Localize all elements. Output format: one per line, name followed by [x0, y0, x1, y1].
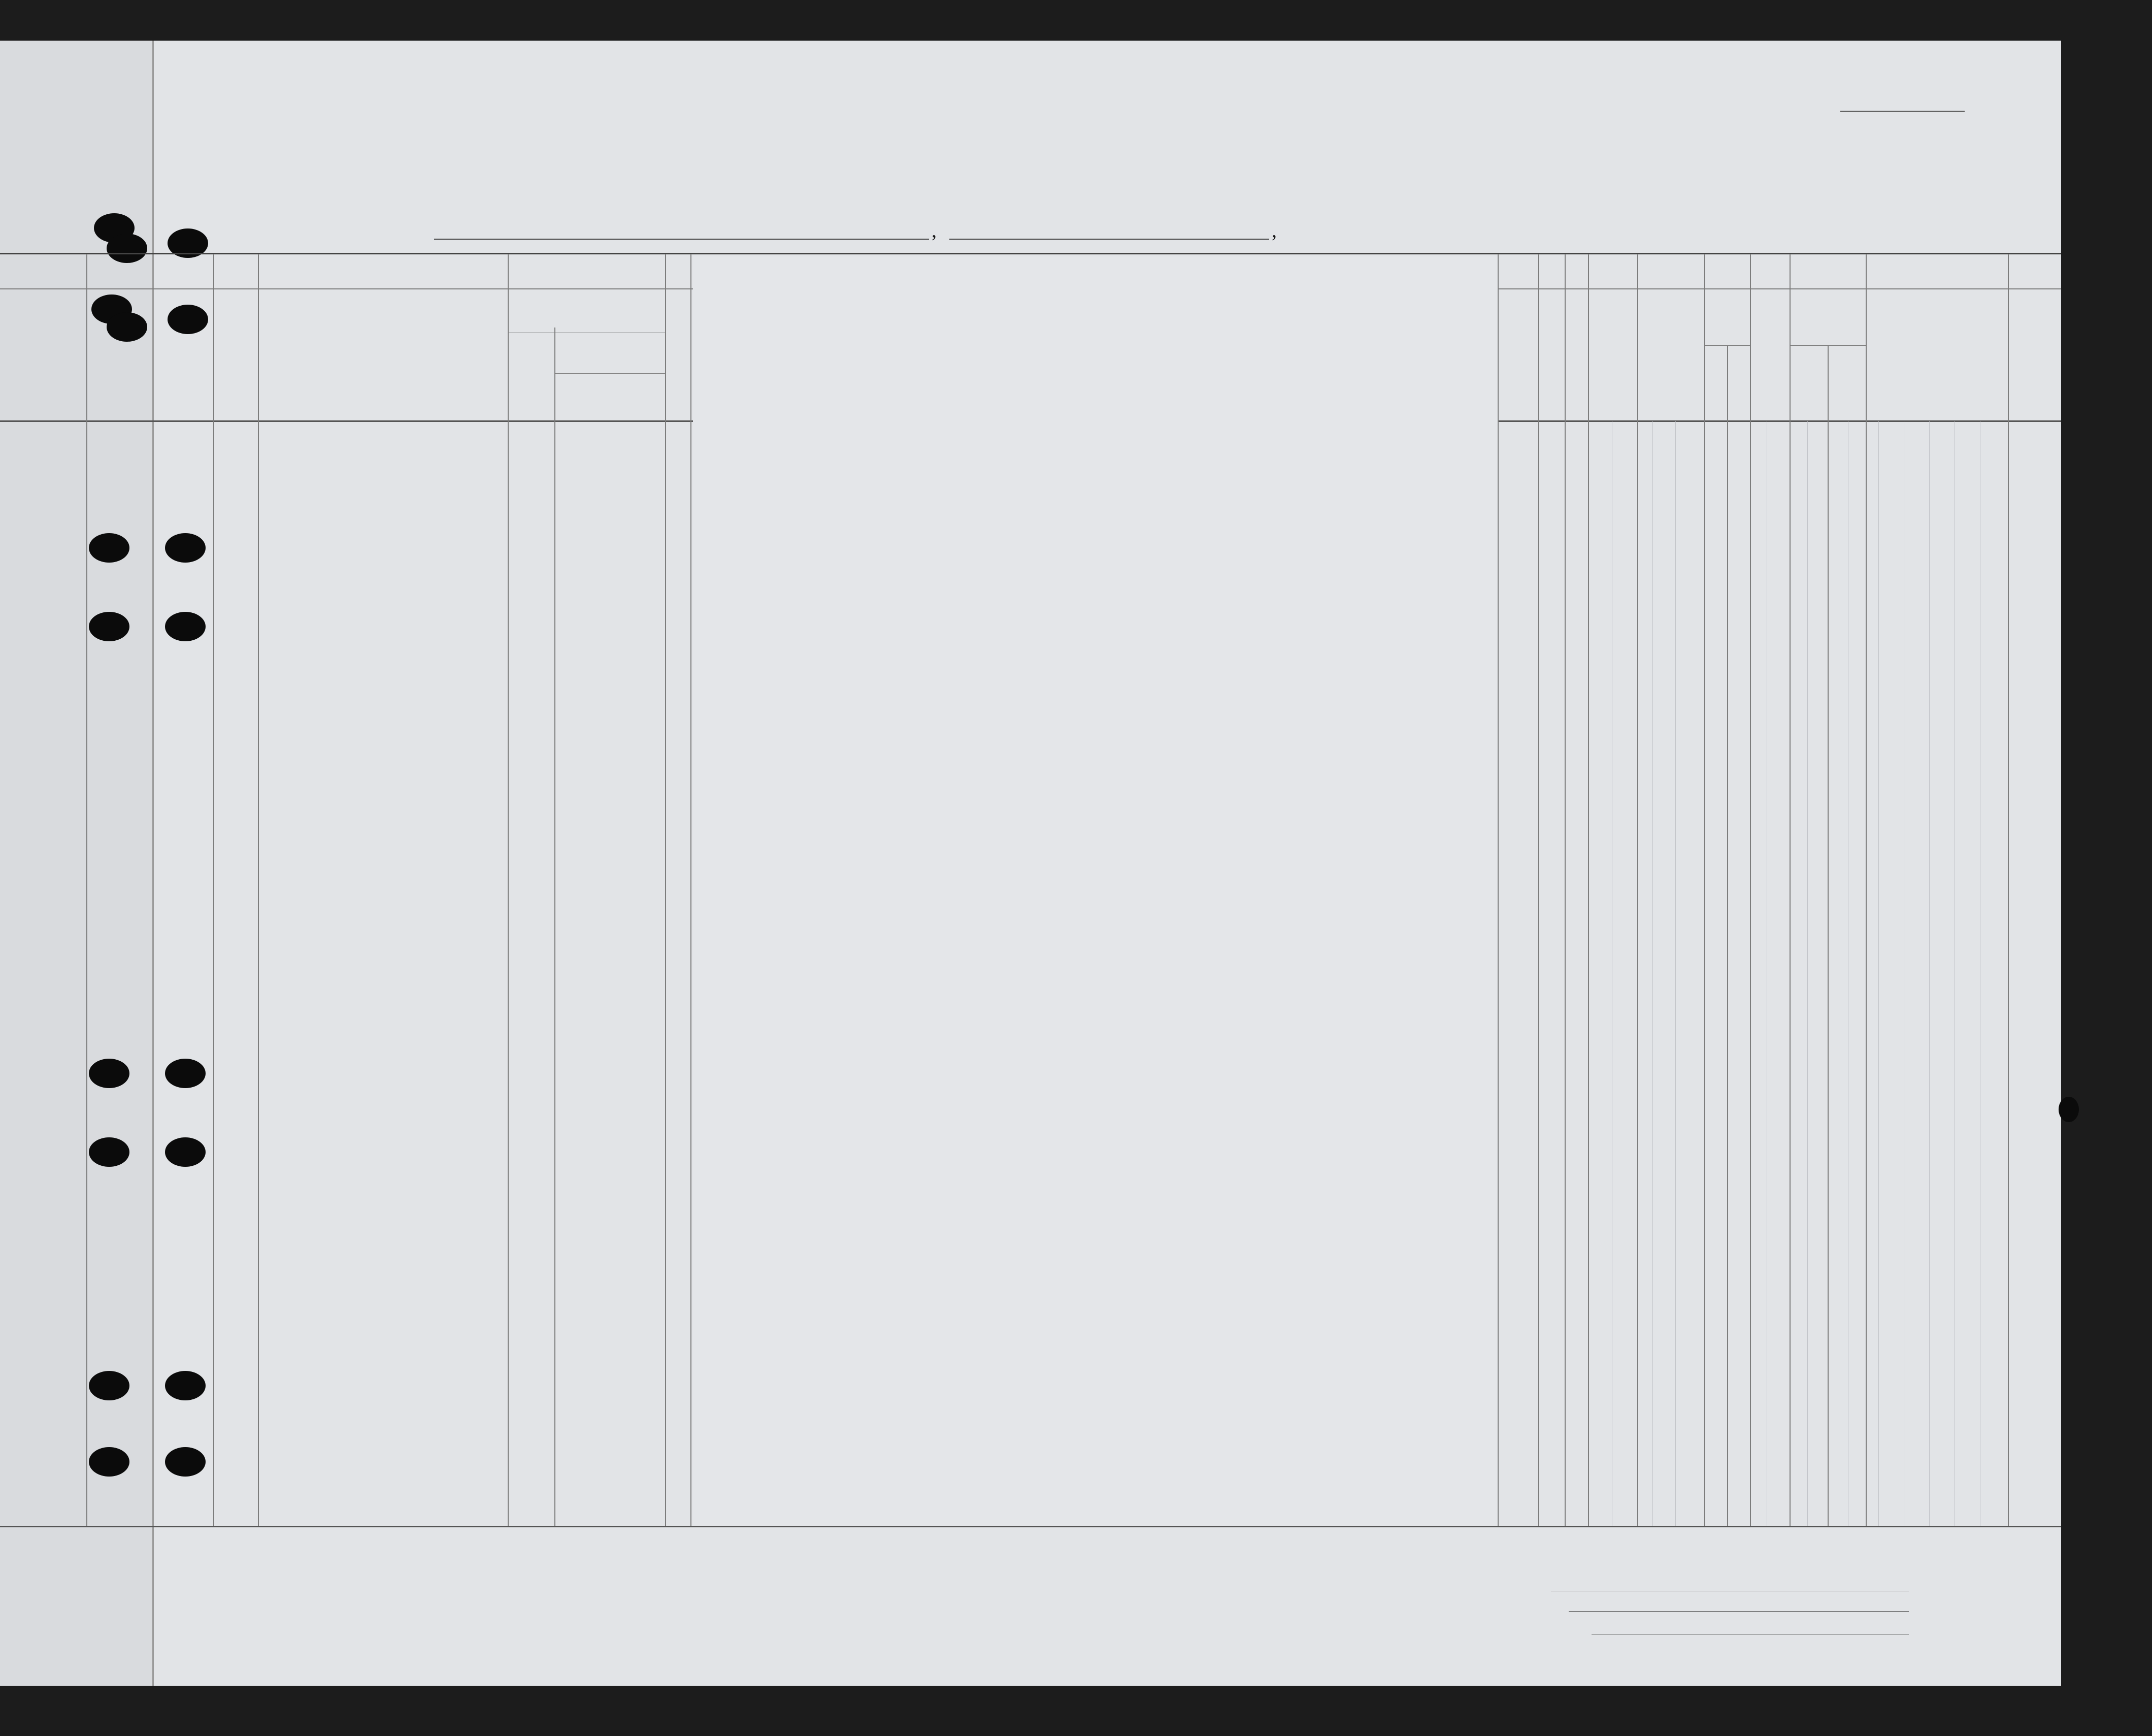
declaration-overlay [693, 256, 1498, 1526]
punch-hole [165, 1447, 206, 1477]
date-underline [949, 239, 1269, 240]
punch-hole [165, 1059, 206, 1088]
punch-hole [2059, 1097, 2079, 1122]
punch-hole [165, 612, 206, 641]
list-line [1840, 111, 1965, 112]
table-bottom-rule [0, 1526, 2061, 1527]
comma: , [932, 219, 937, 242]
punch-hole [89, 612, 129, 641]
punch-hole [168, 305, 208, 334]
punch-hole [165, 533, 206, 563]
table-top-rule [0, 253, 2061, 254]
punch-hole [165, 1371, 206, 1400]
port-underline [434, 239, 929, 240]
punch-hole [107, 312, 147, 342]
left-page-strip [0, 41, 154, 1686]
punch-hole [89, 1137, 129, 1167]
punch-hole [89, 533, 129, 563]
punch-hole [89, 1059, 129, 1088]
punch-hole [89, 1447, 129, 1477]
comma: , [1272, 219, 1277, 242]
punch-hole [165, 1137, 206, 1167]
punch-hole [107, 234, 147, 263]
punch-hole [89, 1371, 129, 1400]
